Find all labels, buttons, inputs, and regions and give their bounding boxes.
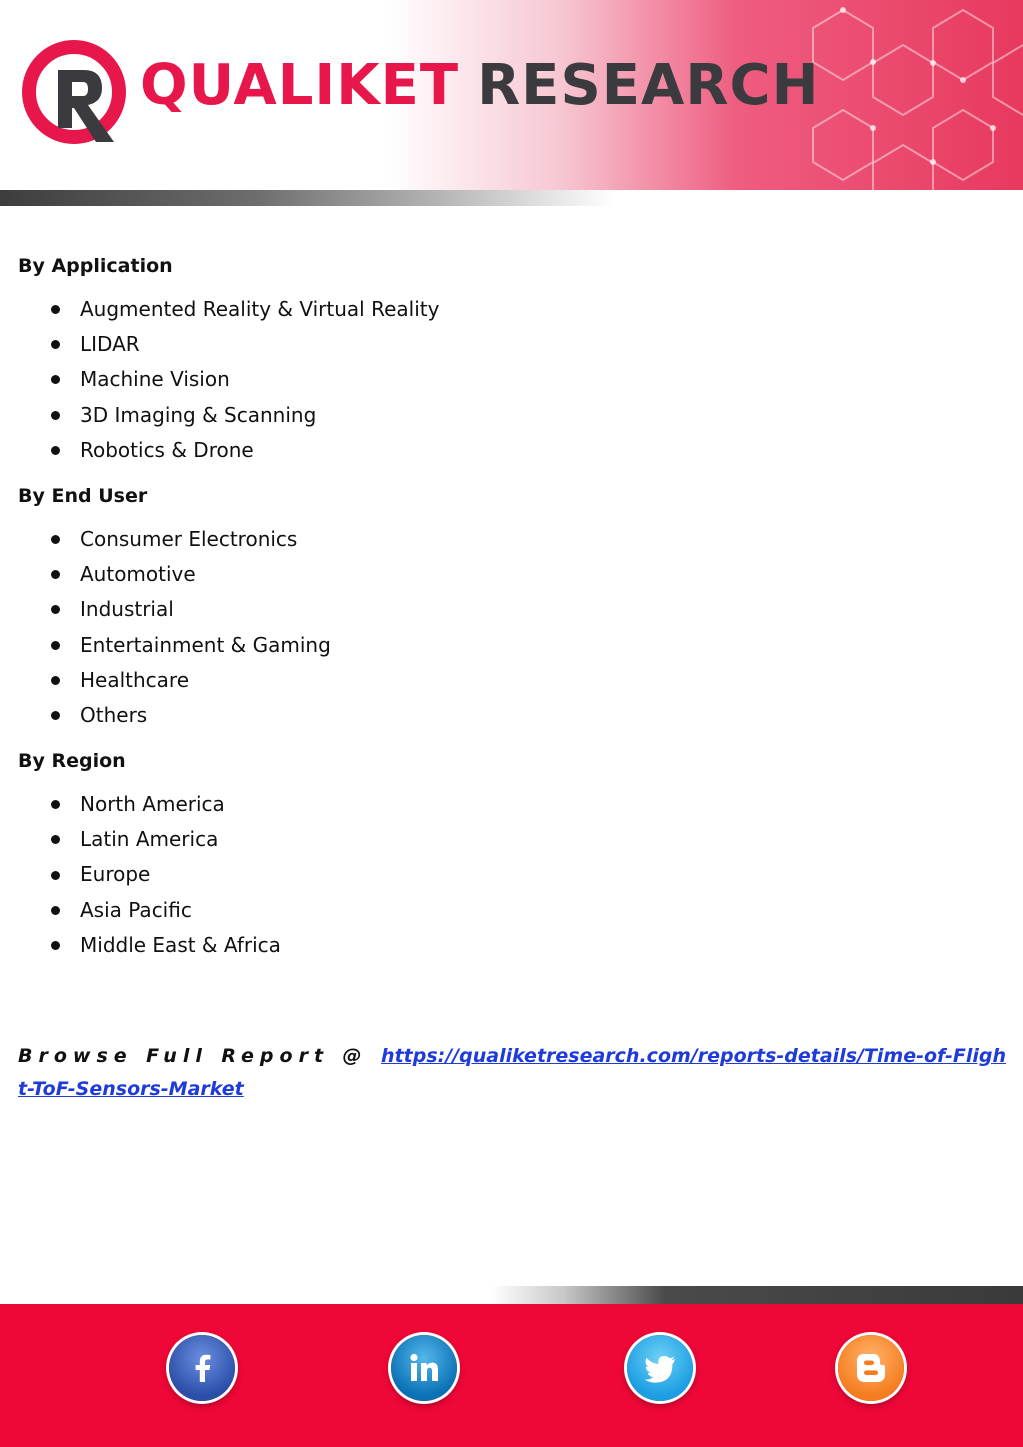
list-item-label: Others <box>80 702 148 727</box>
list-item-label: Latin America <box>80 827 219 852</box>
section-title-region: By Region <box>18 750 126 773</box>
report-link[interactable]: https://qualiketresearch.com/reports-details/Time-of-Flight-ToF-Sensors-Market <box>18 1045 1006 1100</box>
bullet-icon <box>51 605 60 614</box>
list-item-label: Healthcare <box>80 667 190 692</box>
bullet-icon <box>51 535 60 544</box>
region-list <box>18 787 1006 963</box>
list-item <box>18 327 1006 362</box>
browse-full-report <box>18 1040 1006 1106</box>
list-item <box>18 398 1006 433</box>
list-item-label: Augmented Reality & Virtual Reality <box>80 297 440 321</box>
list-item <box>18 663 1006 698</box>
bullet-icon <box>51 941 60 950</box>
list-item <box>18 787 1006 822</box>
facebook-icon <box>182 1348 222 1388</box>
section-title-end-user: By End User <box>18 484 148 507</box>
footer-divider <box>0 1286 1023 1304</box>
list-item-label: Automotive <box>80 562 196 587</box>
brand-secondary: RESEARCH <box>477 53 820 118</box>
facebook-button[interactable] <box>169 1335 235 1401</box>
list-item-label: 3D Imaging & Scanning <box>80 402 317 427</box>
blogger-icon <box>851 1348 891 1388</box>
qr-logo-icon <box>22 36 134 148</box>
brand-primary: QUALIKET <box>140 53 460 118</box>
list-item-label: Europe <box>80 862 151 887</box>
bullet-icon <box>51 446 60 455</box>
list-item <box>18 292 1006 327</box>
bullet-icon <box>51 711 60 720</box>
list-item <box>18 698 1006 733</box>
section-title-application: By Application <box>18 255 173 277</box>
end-user-list <box>18 522 1006 733</box>
bullet-icon <box>51 871 60 880</box>
document-body <box>18 248 1006 973</box>
twitter-icon <box>640 1348 680 1388</box>
brand-name <box>140 53 820 118</box>
list-item <box>18 557 1006 592</box>
list-item-label: North America <box>80 792 225 817</box>
list-item-label: Machine Vision <box>80 367 230 392</box>
linkedin-button[interactable] <box>391 1335 457 1401</box>
application-list <box>18 292 1006 468</box>
list-item-label: Entertainment & Gaming <box>80 632 331 657</box>
bullet-icon <box>51 340 60 349</box>
bullet-icon <box>51 375 60 384</box>
list-item <box>18 433 1006 468</box>
bullet-icon <box>51 305 60 314</box>
list-item <box>18 362 1006 397</box>
bullet-icon <box>51 906 60 915</box>
linkedin-icon <box>404 1348 444 1388</box>
header-divider <box>0 190 1023 206</box>
bullet-icon <box>51 676 60 685</box>
list-item-label: Industrial <box>80 597 174 622</box>
list-item <box>18 928 1006 963</box>
browse-label: Browse Full Report @ <box>18 1045 368 1067</box>
list-item-label: Middle East & Africa <box>80 932 281 957</box>
blogger-button[interactable] <box>838 1335 904 1401</box>
page-header <box>0 0 1023 190</box>
list-item <box>18 628 1006 663</box>
list-item <box>18 822 1006 857</box>
bullet-icon <box>51 570 60 579</box>
list-item-label: Robotics & Drone <box>80 437 254 462</box>
list-item <box>18 592 1006 627</box>
list-item <box>18 857 1006 892</box>
bullet-icon <box>51 800 60 809</box>
bullet-icon <box>51 411 60 420</box>
list-item <box>18 893 1006 928</box>
twitter-button[interactable] <box>627 1335 693 1401</box>
list-item-label: LIDAR <box>80 332 140 357</box>
list-item <box>18 522 1006 557</box>
list-item-label: Asia Pacific <box>80 897 192 922</box>
bullet-icon <box>51 641 60 650</box>
bullet-icon <box>51 835 60 844</box>
list-item-label: Consumer Electronics <box>80 526 298 551</box>
